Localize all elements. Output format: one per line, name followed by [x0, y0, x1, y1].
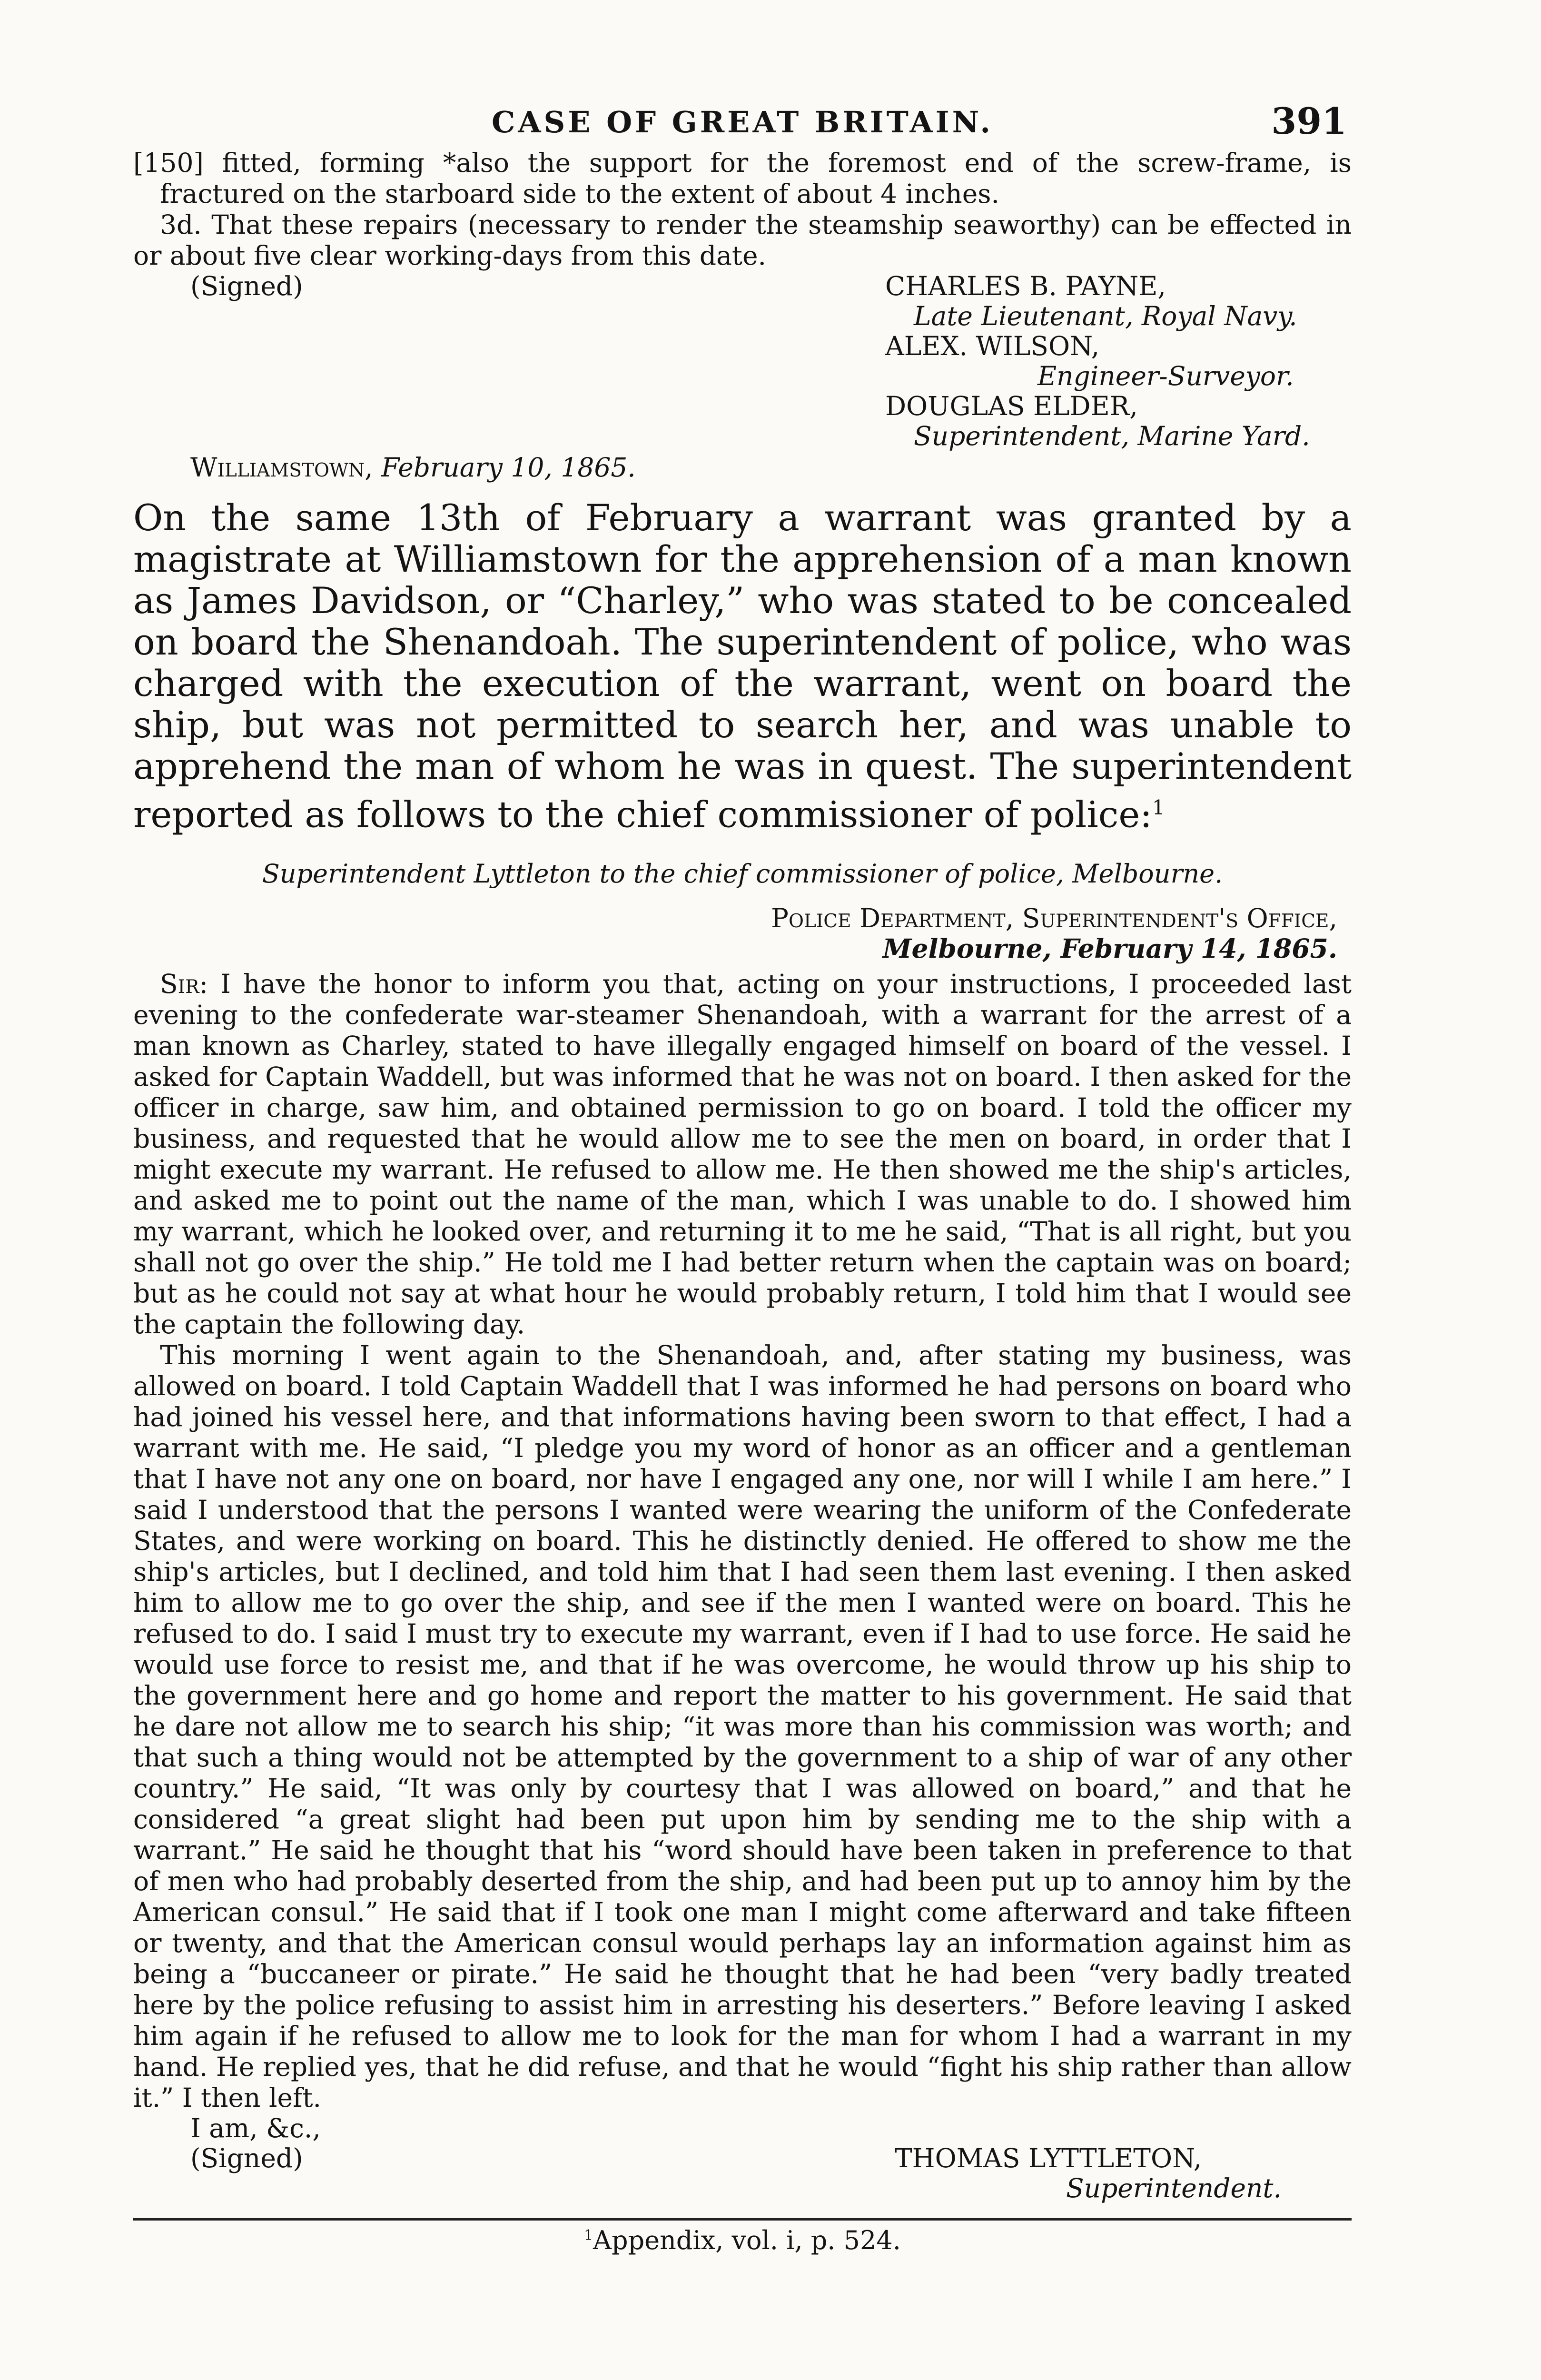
footnote-reference: 1: [1152, 796, 1165, 819]
continuation-paragraph-3d: 3d. That these repairs (necessary to render the steamship seaworthy) can be effected in or about five clear working-days from this date.: [133, 209, 1352, 271]
signatory-name: ALEX. WILSON,: [885, 331, 1100, 361]
salutation: Sir:: [160, 969, 208, 1000]
letter-address: [133, 903, 1337, 964]
dateline-place: Williamstown,: [190, 452, 373, 483]
page-number: 391: [1271, 100, 1347, 142]
address-date: Melbourne, February 14, 1865.: [882, 933, 1337, 964]
signatory-title: Superintendent.: [1066, 2173, 1282, 2204]
footnote-text: Appendix, vol. i, p. 524.: [593, 2225, 901, 2256]
signatory-name: THOMAS LYTTLETON,: [895, 2143, 1202, 2174]
narrative-paragraph: [133, 497, 1352, 835]
letter-heading: Superintendent Lyttleton to the chief commissioner of police, Melbourne.: [262, 859, 1223, 889]
signed-label: (Signed): [190, 2143, 303, 2174]
signatory-title: Engineer-Surveyor.: [1037, 361, 1294, 391]
signatory-name: CHARLES B. PAYNE,: [885, 271, 1166, 301]
closing-block: [133, 2113, 1352, 2213]
running-header: [133, 86, 1352, 148]
dateline-date: February 10, 1865.: [381, 452, 636, 483]
document-page: [133, 86, 1352, 2255]
letter-paragraph: I have the honor to inform you that, acting on your instructions, I proceeded last evening to the confederate war-steamer Shenandoah, with a warrant for the arrest of a man known as Charley, stated to have illegally engaged himself on board of the vessel. I asked for Captain Waddell, but was informed that he was not on board. I then asked for the officer in charge, saw him, and obtained permission to go on board. I told the officer my business, and requested that he would allow me to see the men on board, in order that I might execute my warrant. He refused to allow me. He then showed me the ship's articles, and asked me to point out the name of the man, which I was unable to do. I showed him my warrant, which he looked over, and returning it to me he said, “That is all right, but you shall not go over the ship.” He told me I had better return when the captain was on board; but as he could not say at what hour he would probably return, I told him that I would see the captain the following day.: [133, 969, 1352, 1340]
running-title: CASE OF GREAT BRITAIN.: [492, 105, 993, 139]
dateline: [190, 452, 1352, 483]
signed-label: (Signed): [190, 271, 303, 301]
letter-paragraph: This morning I went again to the Shenandoah, and, after stating my business, was allowed on board. I told Captain Waddell that I was informed he had persons on board who had joined his vessel here, and that informations having been sworn to that effect, I had a warrant with me. He said, “I pledge you my word of honor as an officer and a gentleman that I have not any one on board, nor have I engaged any one, nor will I while I am here.” I said I understood that the persons I wanted were wearing the uniform of the Confederate States, and were working on board. This he distinctly denied. He offered to show me the ship's articles, but I declined, and told him that I had seen them last evening. I then asked him to allow me to go over the ship, and see if the men I wanted were on board. This he refused to do. I said I must try to execute my warrant, even if I had to use force. He said he would use force to resist me, and that if he was overcome, he would throw up his ship to the government here and go home and report the matter to his government. He said that he dare not allow me to search his ship; “it was more than his commission was worth; and that such a thing would not be attempted by the government to a ship of war of any other country.” He said, “It was only by courtesy that I was allowed on board,” and that he considered “a great slight had been put upon him by sending me to the ship with a warrant.” He said he thought that his “word should have been taken in preference to that of men who had probably deserted from the ship, and had been put up to annoy him by the American consul.” He said that if I took one man I might come afterward and take fifteen or twenty, and that the American consul would perhaps lay an information against him as being a “buccaneer or pirate.” He said he thought that he had been “very badly treated here by the police refusing to assist him in arresting his deserters.” Before leaving I asked him again if he refused to allow me to look for the man for whom I had a warrant in my hand. He replied yes, that he did refuse, and that he would “fight his ship rather than allow it.” I then left.: [133, 1340, 1352, 2113]
continuation-text: [133, 148, 1352, 271]
continuation-paragraph: [150] fitted, forming *also the support for the foremost end of the screw-frame, is fractured on the starboard side to the extent of about 4 inches.: [133, 148, 1352, 209]
address-line: Police Department, Superintendent's Office,: [770, 903, 1337, 934]
footnote-rule: [133, 2218, 1352, 2221]
narrative-text: On the same 13th of February a warrant was granted by a magistrate at Williamstown for the apprehension of a man known as James Davidson, or “Charley,” who was stated to be concealed on board the Shenandoah. The superintendent of police, who was charged with the execution of the warrant, went on board the ship, but was not permitted to search her, and was unable to apprehend the man of whom he was in quest. The superintendent reported as follows to the chief commissioner of police:: [133, 496, 1352, 836]
footnote: [133, 2225, 1352, 2255]
signatures-block: [133, 271, 1352, 452]
letter-body: [133, 969, 1352, 2113]
signatory-title: Late Lieutenant, Royal Navy.: [914, 301, 1297, 331]
complimentary-close: I am, &c.,: [190, 2113, 321, 2144]
signatory-name: DOUGLAS ELDER,: [885, 391, 1138, 421]
signatory-title: Superintendent, Marine Yard.: [914, 421, 1310, 451]
footnote-mark: 1: [584, 2227, 593, 2244]
